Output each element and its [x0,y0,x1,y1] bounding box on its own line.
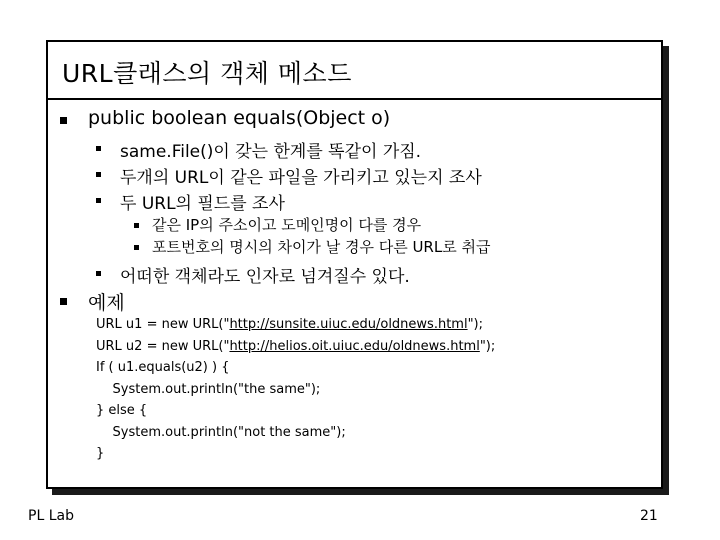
bullet-same-ip: 같은 IP의 주소이고 도메인명이 다를 경우 [152,216,422,234]
code-line: System.out.println("the same"); [96,381,321,397]
bullet-square-icon [96,198,101,203]
bullet-equals-method: public boolean equals(Object o) [88,107,391,129]
title-divider [47,98,661,100]
bullet-same-file-check: 두개의 URL이 같은 파일을 가리키고 있는지 조사 [120,168,482,188]
code-line: URL u2 = new URL("http://helios.oit.uiuc.edu/oldnews.html"); [96,338,496,354]
bullet-port-diff: 포트번호의 명시의 차이가 날 경우 다른 URL로 취급 [152,238,491,256]
bullet-any-object: 어떠한 객체라도 인자로 넘겨질수 있다. [120,267,410,287]
link-sunsite-url[interactable]: http://sunsite.uiuc.edu/oldnews.html [229,317,468,332]
code-line: } else { [96,403,148,418]
code-line: URL u1 = new URL("http://sunsite.uiuc.edu/oldnews.html"); [96,317,484,332]
code-example [96,314,495,465]
bullet-square-icon [60,117,67,124]
code-line: } [96,446,105,461]
bullet-samefile-limit: same.File()이 갖는 한계를 똑같이 가짐. [120,142,422,162]
page-number: 21 [640,508,658,524]
bullet-square-icon [60,298,67,305]
link-helios-url[interactable]: http://helios.oit.uiuc.edu/oldnews.html [229,338,480,354]
bullet-square-icon [96,271,101,276]
code-line: System.out.println("not the same"); [96,424,346,440]
bullet-square-icon [134,223,139,228]
bullet-field-check: 두 URL의 필드를 조사 [120,194,285,214]
code-line: If ( u1.equals(u2) ) { [96,360,230,375]
bullet-example: 예제 [88,292,125,314]
slide-title: URL클래스의 객체 메소드 [62,59,352,88]
bullet-square-icon [96,172,101,177]
footer-label: PL Lab [28,508,74,524]
bullet-square-icon [134,245,139,250]
bullet-square-icon [96,146,101,151]
